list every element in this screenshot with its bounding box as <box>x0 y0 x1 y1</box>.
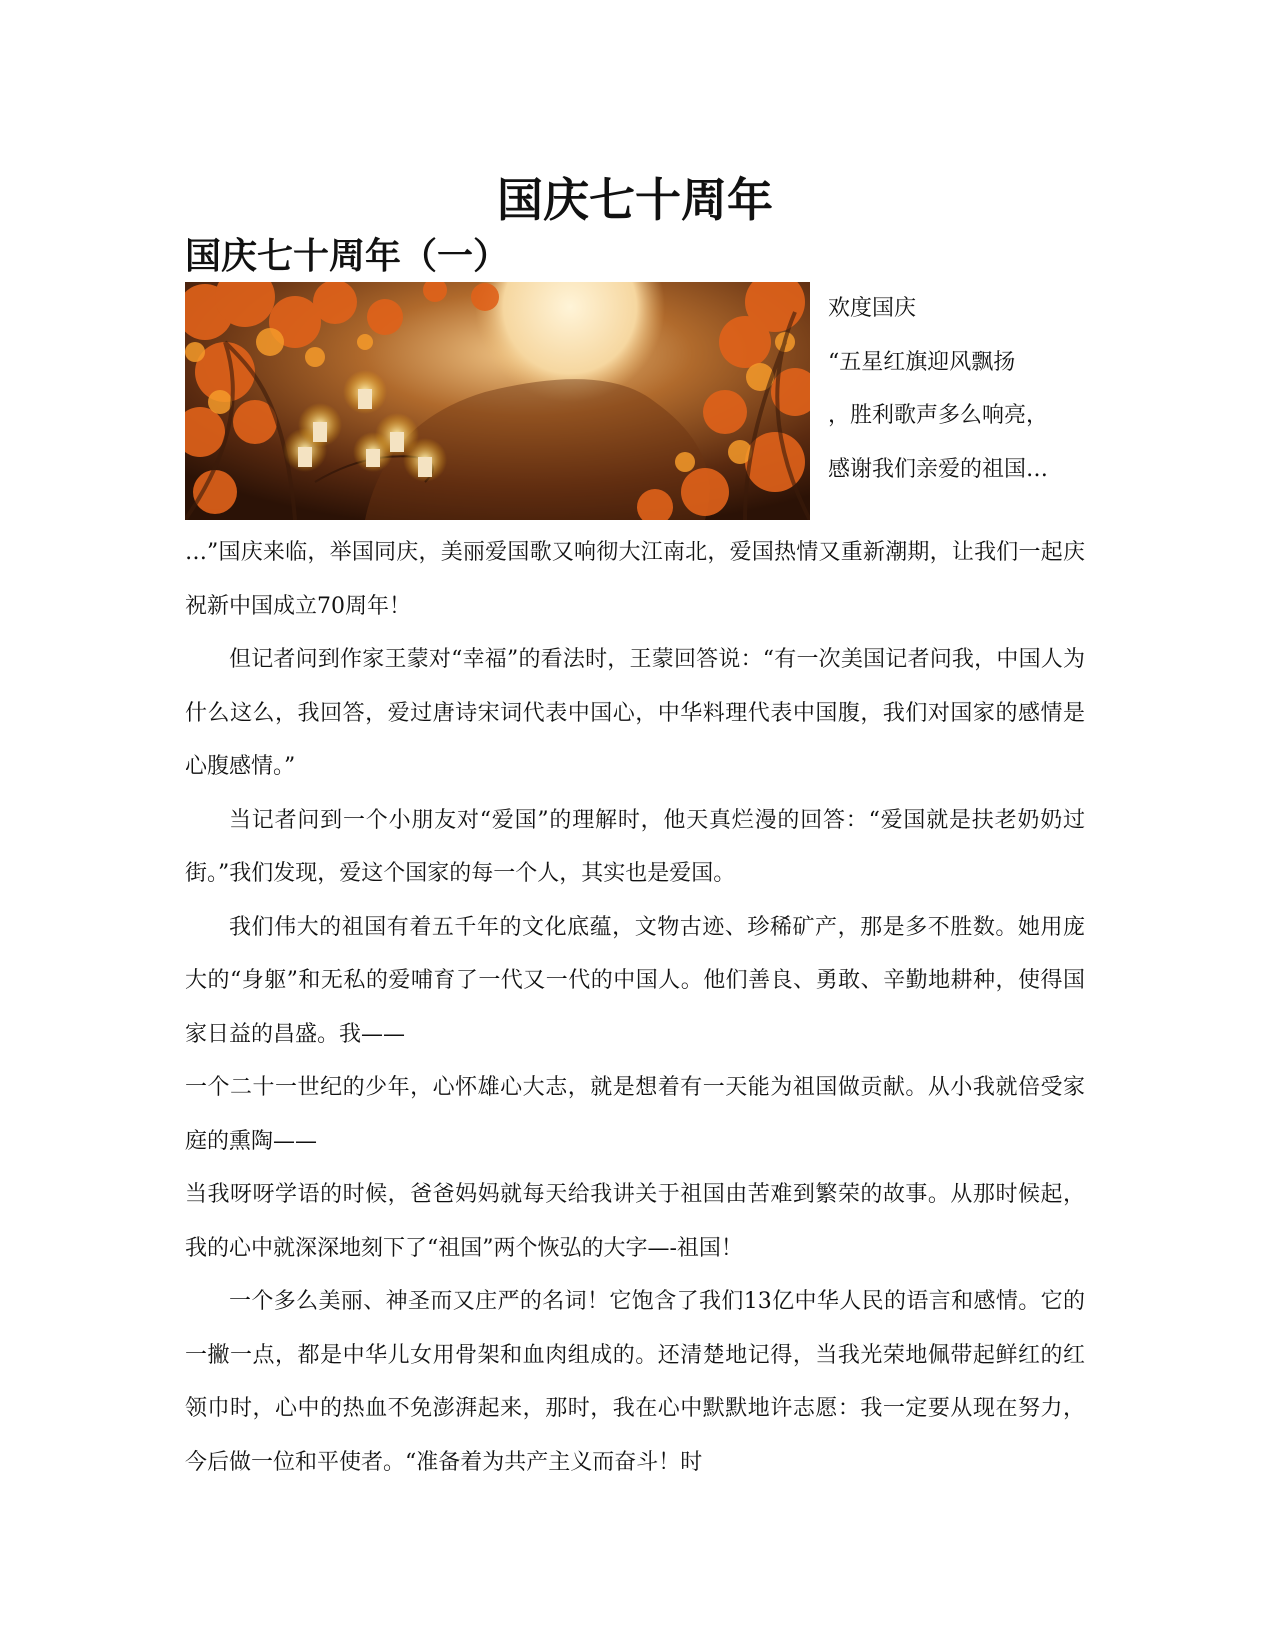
document-title: 国庆七十周年 <box>497 173 773 227</box>
paragraph: 我们伟大的祖国有着五千年的文化底蕴，文物古迹、珍稀矿产，那是多不胜数。她用庞大的“身躯”和无私的爱哺育了一代又一代的中国人。他们善良、勇敢、辛勤地耕种，使得国家日益的昌盛。我—— <box>185 914 1085 1047</box>
autumn-candles-image <box>185 282 810 520</box>
paragraph: 但记者问到作家王蒙对“幸福”的看法时，王蒙回答说：“有一次美国记者问我，中国人为什么这么，我回答，爱过唐诗宋词代表中国心，中华料理代表中国腹，我们对国家的感情是心腹感情。” <box>185 647 1085 779</box>
paragraph: 一个二十一世纪的少年，心怀雄心大志，就是想着有一天能为祖国做贡献。从小我就倍受家庭的熏陶—— <box>185 1075 1085 1154</box>
document-page <box>185 170 1085 1489</box>
section-subtitle: 国庆七十周年（一） <box>185 235 510 277</box>
intro-line: 感谢我们亲爱的祖国… <box>828 456 1049 482</box>
intro-line: 欢度国庆 <box>828 296 917 321</box>
intro-line: “五星红旗迎风飘扬 <box>828 349 1016 375</box>
paragraph: 一个多么美丽、神圣而又庄严的名词！它饱含了我们13亿中华人民的语言和感情。它的一撇一点，都是中华儿女用骨架和血肉组成的。还清楚地记得，当我光荣地佩带起鲜红的红领巾时，心中的热血不免澎湃起来，那时，我在心中默默地许志愿：我一定要从现在努力，今后做一位和平使者。“准备着为共产主义而奋斗！时 <box>185 1289 1085 1475</box>
paragraph: 当我呀呀学语的时候，爸爸妈妈就每天给我讲关于祖国由苦难到繁荣的故事。从那时候起，我的心中就深深地刻下了“祖国”两个恢弘的大字—-祖国！ <box>185 1182 1085 1261</box>
intro-line: ，胜利歌声多么响亮， <box>828 403 1049 428</box>
paragraph: …”国庆来临，举国同庆，美丽爱国歌又响彻大江南北，爱国热情又重新潮期，让我们一起庆祝新中国成立70周年！ <box>185 540 1085 619</box>
paragraph: 当记者问到一个小朋友对“爱国”的理解时，他天真烂漫的回答：“爱国就是扶老奶奶过街。”我们发现，爱这个国家的每一个人，其实也是爱国。 <box>185 807 1085 886</box>
